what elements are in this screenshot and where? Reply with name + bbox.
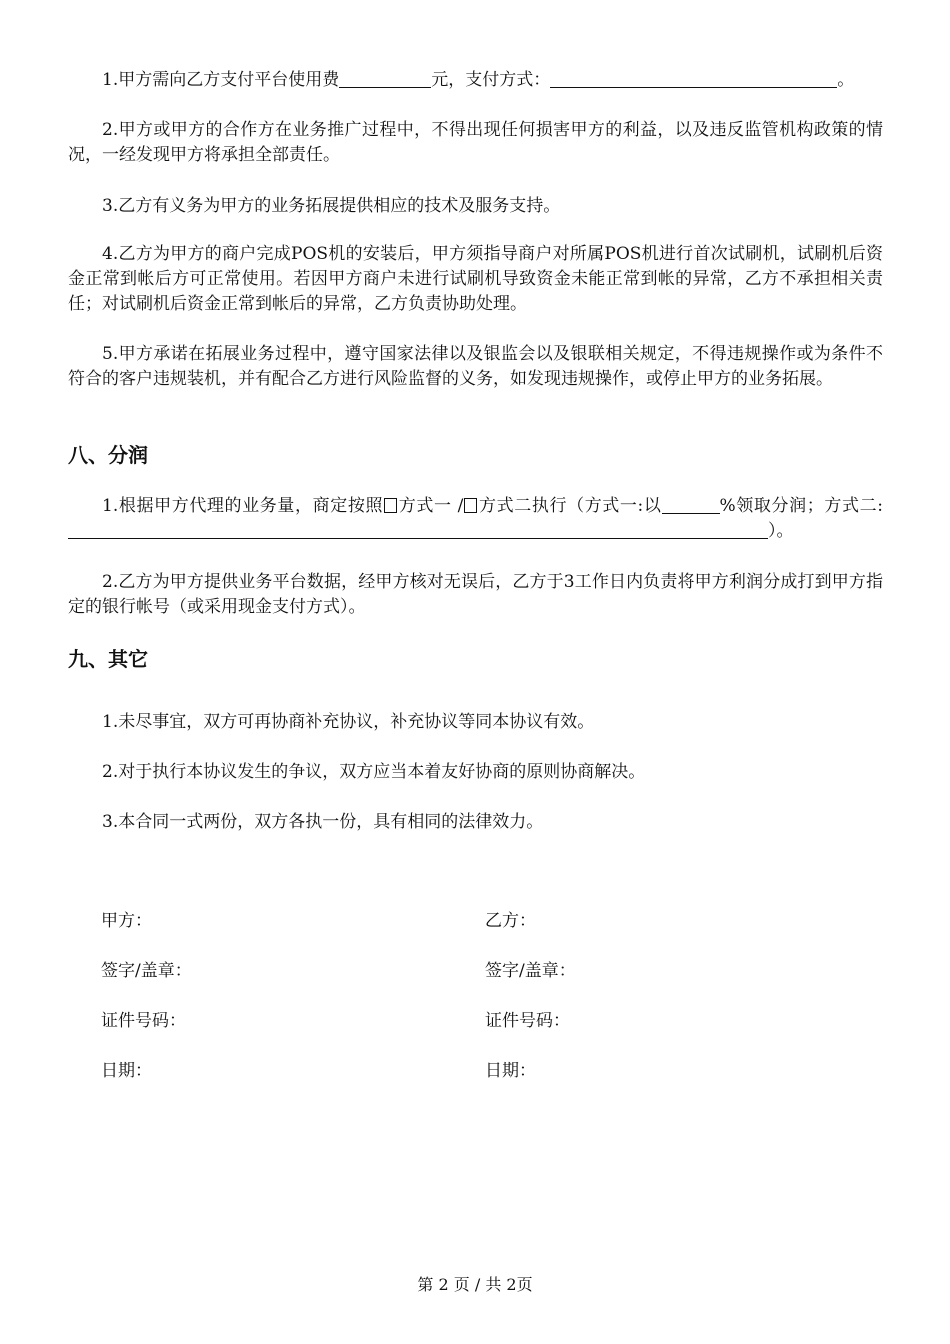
party-b-label: 乙方：	[485, 911, 536, 931]
party-a-signature-label: 签字/盖章：	[101, 961, 192, 981]
party-a-label: 甲方：	[101, 911, 152, 931]
clause-7-1	[68, 68, 883, 93]
clause-9-2: 2.对于执行本协议发生的争议，双方应当本着友好协商的原则协商解决。	[102, 762, 646, 782]
clause-9-1: 1.未尽事宜，双方可再协商补充协议，补充协议等同本协议有效。	[102, 712, 595, 732]
clause-8-1-b: 方式一 /	[398, 496, 464, 516]
option-2-blank	[68, 520, 768, 539]
clause-7-3: 3.乙方有义务为甲方的业务拓展提供相应的技术及服务支持。	[102, 196, 561, 216]
clause-8-1-e: ）。	[768, 521, 794, 541]
clause-7-1-end: 。	[837, 70, 855, 90]
section-9-heading: 九、其它	[68, 647, 148, 671]
clause-8-1	[68, 494, 883, 544]
clause-8-1-c: 方式二执行（方式一:以	[478, 496, 662, 516]
option-1-checkbox	[384, 498, 397, 513]
clause-8-1-d: %领取分润；方式二:	[719, 496, 883, 516]
fee-blank	[339, 69, 431, 88]
party-a-id-label: 证件号码：	[101, 1011, 186, 1031]
party-b-date-label: 日期：	[485, 1061, 536, 1081]
clause-7-4: 4.乙方为甲方的商户完成POS机的安装后，甲方须指导商户对所属POS机进行首次试刷机，试刷机后资金正常到帐后方可正常使用。若因甲方商户未进行试刷机导致资金未能正常到帐的异常，乙方不承担相关责任；对试刷机后资金正常到帐后的异常，乙方负责协助处理。	[68, 244, 883, 314]
payment-method-blank	[550, 69, 837, 88]
clause-7-1-middle: 元，支付方式：	[431, 70, 551, 90]
party-b-id-label: 证件号码：	[485, 1011, 570, 1031]
clause-8-2: 2.乙方为甲方提供业务平台数据，经甲方核对无误后，乙方于3工作日内负责将甲方利润分成打到甲方指定的银行帐号（或采用现金支付方式）。	[68, 572, 883, 617]
section-8-heading: 八、分润	[68, 443, 148, 467]
party-b-signature-label: 签字/盖章：	[485, 961, 576, 981]
option-2-checkbox	[464, 498, 477, 513]
clause-8-1-a: 1.根据甲方代理的业务量，商定按照	[102, 496, 384, 516]
party-a-date-label: 日期：	[101, 1061, 152, 1081]
clause-7-5: 5.甲方承诺在拓展业务过程中，遵守国家法律以及银监会以及银联相关规定，不得违规操作或为条件不符合的客户违规装机，并有配合乙方进行风险监督的义务，如发现违规操作，或停止甲方的业务拓展。	[68, 344, 883, 389]
clause-9-3: 3.本合同一式两份，双方各执一份，具有相同的法律效力。	[102, 812, 544, 832]
page-footer: 第 2 页 / 共 2页	[417, 1275, 533, 1294]
clause-7-1-prefix: 1.甲方需向乙方支付平台使用费	[102, 70, 340, 90]
clause-7-2: 2.甲方或甲方的合作方在业务推广过程中，不得出现任何损害甲方的利益，以及违反监管机构政策的情况，一经发现甲方将承担全部责任。	[68, 120, 883, 165]
percent-blank	[662, 495, 720, 514]
